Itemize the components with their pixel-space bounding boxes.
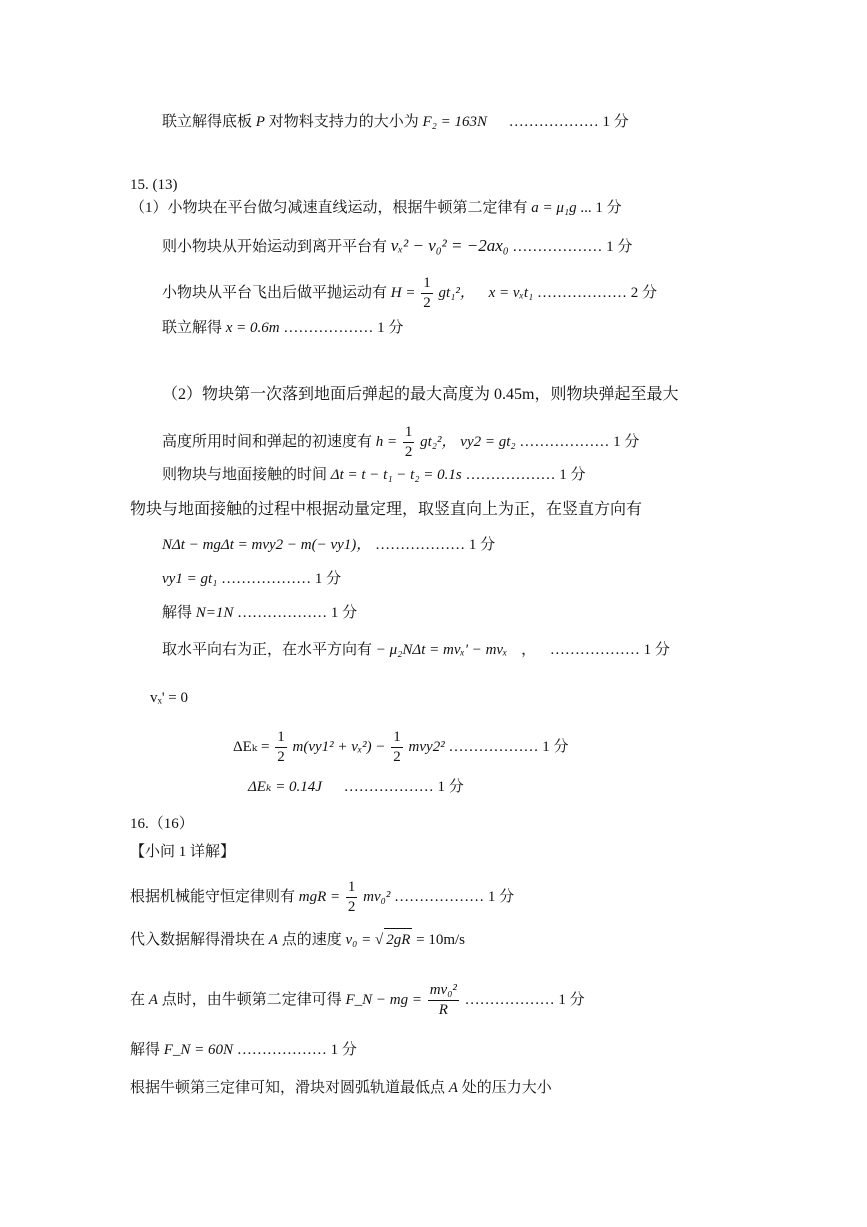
q15-part2-line10 — [233, 730, 568, 765]
text: 根据机械能守恒定律则有 — [130, 888, 296, 905]
equation: m(vy1² + vₓ²) − — [292, 738, 386, 755]
denominator: 2 — [277, 749, 285, 765]
q16-line4 — [130, 1040, 357, 1060]
text: 对物料支持力的大小为 — [268, 114, 419, 130]
text: （1）小物块在平台做匀减速直线运动，根据牛顿第二定律有 — [130, 200, 528, 216]
q15-part2-line5 — [162, 535, 495, 555]
text: 解得 — [130, 1042, 161, 1058]
text: 解得 — [162, 605, 193, 621]
q16-subheading: 【小问 1 详解】 — [130, 844, 236, 860]
score: 1 分 — [558, 991, 585, 1008]
numerator: 1 — [275, 730, 287, 748]
equation: v₀ = √ — [345, 932, 384, 948]
text: 联立解得 — [162, 320, 223, 336]
equation: F_N = 60N — [163, 1042, 234, 1058]
q15-part2-line3 — [162, 465, 586, 485]
denominator: 2 — [423, 295, 431, 311]
score: 1 分 — [487, 888, 515, 905]
equation: vₓ' = 0 — [150, 690, 189, 706]
dot-leader: ……………… — [464, 991, 555, 1008]
equation: x = vₓt₁ — [488, 284, 534, 301]
dot-leader: ……………… — [283, 320, 374, 336]
text: 则物块与地面接触的时间 — [162, 467, 328, 483]
equation: H = — [390, 284, 416, 301]
dot-leader: ……………… — [519, 433, 610, 450]
q16-line1 — [130, 880, 514, 915]
dot-leader: ……………… — [549, 642, 640, 658]
q15-part2-line7 — [162, 603, 357, 623]
equation: vy2 = gt₂ — [460, 433, 516, 450]
equation: gt₂²， — [420, 433, 457, 450]
dot-leader: ……………… — [237, 605, 328, 621]
equation: ΔEₖ = — [233, 738, 270, 755]
q15-part1-line4 — [162, 318, 403, 338]
text: 点时，由牛顿第二定律可得 — [161, 991, 342, 1008]
dot-leader: ……………… — [221, 571, 312, 587]
var-A: A — [448, 1080, 458, 1096]
question-16-header: 16.（16） — [130, 816, 194, 832]
dot-leader: ……………… — [512, 239, 603, 255]
q16-line2 — [130, 928, 465, 950]
score: 1 分 — [314, 571, 342, 587]
equation: a = μ₁g — [531, 200, 577, 216]
score: 1 分 — [330, 1042, 357, 1058]
score: 1 分 — [606, 239, 633, 255]
text: 根据牛顿第三定律可知，滑块对圆弧轨道最低点 — [130, 1080, 446, 1096]
denominator: 2 — [393, 749, 401, 765]
q15-part2-line11 — [248, 777, 464, 797]
equation: ΔEₖ = 0.14J — [248, 779, 322, 795]
dot-leader: ……………… — [394, 888, 485, 905]
fraction — [346, 880, 358, 915]
q15-part2-line9 — [150, 688, 188, 708]
score: 1 分 — [330, 605, 358, 621]
dot-leader: ……………… — [465, 467, 556, 483]
score: 1 分 — [602, 114, 629, 130]
fraction — [391, 730, 403, 765]
text: 在 — [130, 991, 146, 1008]
fraction — [428, 983, 459, 1018]
var-P: P — [255, 114, 265, 130]
denominator: 2 — [404, 444, 413, 460]
dot-leader: ……………… — [236, 1042, 327, 1058]
score: 2 分 — [630, 284, 657, 301]
numerator: 1 — [391, 730, 403, 748]
numerator: 1 — [403, 425, 415, 443]
dot-leader: ……………… — [343, 779, 434, 795]
q15-part2-line6 — [162, 569, 341, 589]
score: 1 分 — [559, 467, 586, 483]
q16-line3 — [130, 983, 585, 1018]
equation: mgR = — [298, 888, 341, 905]
equation: = 10m/s — [412, 932, 465, 948]
denominator: R — [438, 1002, 448, 1018]
q15-part2-line8 — [162, 640, 670, 660]
separator: ， — [521, 642, 537, 658]
dot-leader: ... — [580, 200, 592, 216]
q16-line5 — [130, 1078, 552, 1098]
equation: Δt = t − t₁ − t₂ = 0.1s — [330, 467, 462, 483]
text: 则小物块从开始运动到离开平台有 — [162, 239, 388, 255]
numerator: 1 — [346, 880, 358, 898]
score: 1 分 — [542, 738, 569, 755]
dot-leader: ……………… — [375, 537, 466, 553]
radicand: 2gR — [384, 928, 412, 950]
score: 1 分 — [595, 200, 622, 216]
equation: − μ₂NΔt = mvₓ' − mvₓ — [375, 642, 508, 658]
score: 1 分 — [643, 642, 670, 658]
equation: vₓ² − v₀² = −2ax₀ — [390, 236, 509, 255]
text: 高度所用时间和弹起的初速度有 — [162, 433, 373, 450]
var-A: A — [268, 932, 278, 948]
question-15-header: 15. (13) — [130, 177, 178, 193]
score: 1 分 — [468, 537, 496, 553]
equation: mvy2² — [408, 738, 445, 755]
score: 1 分 — [613, 433, 640, 450]
equation: NΔt − mgΔt = mvy2 − m(− vy1)， — [162, 537, 372, 553]
result-line-F2 — [162, 112, 629, 132]
equation: h = — [375, 433, 398, 450]
score: 1 分 — [437, 779, 464, 795]
q15-part2-line1: （2）物块第一次落到地面后弹起的最大高度为 0.45m，则物块弹起至最大 — [162, 386, 679, 403]
dot-leader: ……………… — [536, 284, 627, 301]
text: 处的压力大小 — [461, 1080, 552, 1096]
fraction — [421, 276, 433, 311]
q15-part2-line4: 物块与地面接触的过程中根据动量定理，取竖直向上为正，在竖直方向有 — [130, 501, 643, 518]
equation: N=1N — [195, 605, 234, 621]
equation: vy1 = gt₁ — [162, 571, 218, 587]
numerator: mv₀² — [428, 983, 459, 1001]
numerator: 1 — [421, 276, 433, 294]
q15-part2-line2 — [162, 425, 639, 460]
q15-part1-line1 — [130, 198, 622, 218]
text: 点的速度 — [281, 932, 342, 948]
text: 取水平向右为正，在水平方向有 — [162, 642, 373, 658]
text: 联立解得底板 — [162, 114, 253, 130]
equation: x = 0.6m — [225, 320, 280, 336]
fraction — [275, 730, 287, 765]
equation: gt₁²， — [438, 284, 475, 301]
score: 1 分 — [377, 320, 404, 336]
dot-leader: ……………… — [508, 114, 599, 130]
equation: mv₀² — [363, 888, 391, 905]
var-A: A — [148, 991, 158, 1008]
text: 代入数据解得滑块在 — [130, 932, 266, 948]
equation: F₂ = 163N — [422, 114, 487, 130]
equation: F_N − mg = — [345, 991, 422, 1008]
text: 小物块从平台飞出后做平抛运动有 — [162, 284, 388, 301]
q15-part1-line3 — [162, 276, 657, 311]
dot-leader: ……………… — [448, 738, 539, 755]
denominator: 2 — [347, 899, 356, 915]
fraction — [403, 425, 415, 460]
q15-part1-line2 — [162, 236, 632, 257]
